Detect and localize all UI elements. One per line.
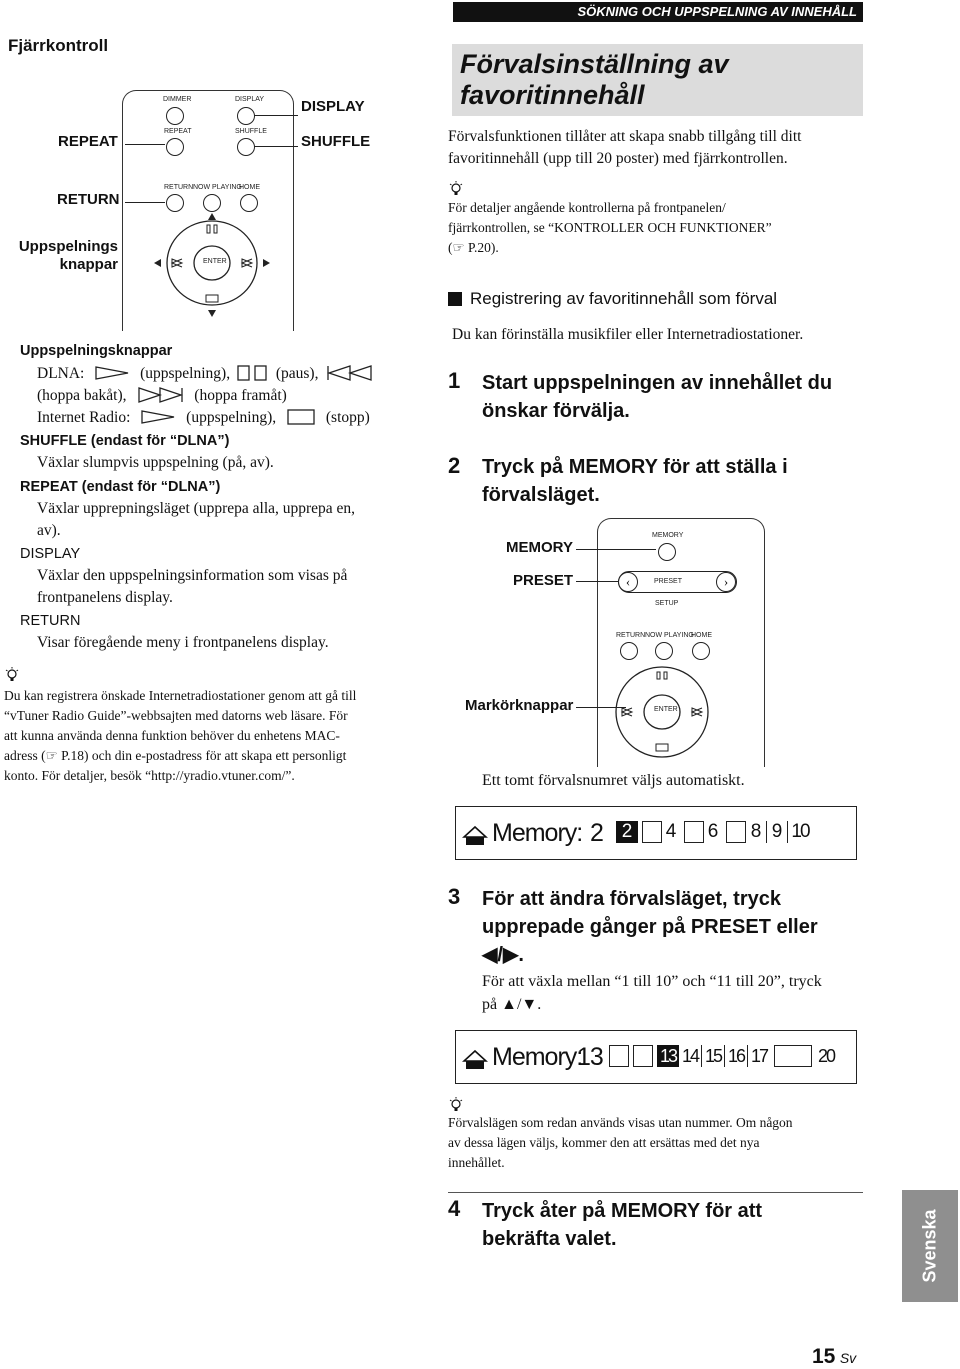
skip-line	[37, 385, 447, 407]
divider	[448, 1192, 863, 1193]
dimmer-label: DIMMER	[163, 96, 192, 103]
step3-desc-1: För att växla mellan “1 till 10” och “11 till 20”, tryck	[482, 973, 822, 990]
right-tip-2	[448, 1113, 793, 1173]
lcd-label: Memory:	[492, 819, 583, 847]
step3-desc-2: på ▲/▼.	[482, 996, 542, 1013]
home-icon	[462, 825, 488, 847]
repeat-heading: REPEAT (endast för “DLNA”)	[20, 479, 221, 495]
lcd-current: 2	[590, 819, 603, 847]
now-playing-button[interactable]	[655, 642, 673, 660]
callout-return: RETURN	[57, 191, 120, 208]
stop-icon	[286, 409, 316, 425]
step4-line1: Tryck åter på MEMORY för att	[482, 1200, 763, 1222]
play-icon	[94, 365, 130, 381]
step4-line2: bekräfta valet.	[482, 1228, 617, 1250]
dlna-pause-text: (paus),	[275, 365, 319, 382]
lcd-slot-active: 2	[616, 821, 638, 843]
right-tip	[448, 198, 772, 258]
section-intro: Du kan förinställa musikfiler eller Internetradiostationer.	[452, 326, 804, 343]
now-playing-label: NOW PLAYING	[193, 184, 242, 191]
display-heading: DISPLAY	[20, 546, 81, 562]
section-title	[452, 44, 863, 116]
radio-play-text: (uppspelning),	[186, 409, 277, 426]
preset-label: PRESET	[654, 578, 683, 585]
lcd-slot-active: 13	[657, 1045, 679, 1067]
lcd-label: Memory:	[492, 1043, 583, 1071]
section-bullet-icon	[448, 292, 462, 306]
step2-line1: Tryck på MEMORY för att ställa i	[482, 456, 788, 478]
return-button[interactable]	[620, 642, 638, 660]
dlna-prefix: DLNA:	[37, 365, 85, 382]
title-line-2: favoritinnehåll	[460, 80, 645, 110]
return-desc: Visar föregående meny i frontpanelens display.	[37, 634, 329, 651]
lcd-current: 13	[577, 1043, 603, 1071]
note-line: adress (☞ P.18) och din e-postadress för att skapa ett personligt	[4, 748, 347, 763]
lcd-slot: 10	[791, 821, 809, 842]
auto-text: Ett tomt förvalsnumret väljs automatiskt.	[482, 772, 745, 789]
return-label: RETURN	[616, 632, 646, 639]
callout-playback-1: Uppspelnings	[18, 238, 118, 255]
display-desc-1: Växlar den uppspelningsinformation som visas på	[37, 567, 348, 584]
lcd-slot: 4	[665, 821, 677, 842]
note-line: “vTuner Radio Guide”-webbsajten med datorns web läsare. För	[4, 708, 348, 723]
shuffle-label: SHUFFLE	[235, 128, 267, 135]
lcd-slot: 6	[707, 821, 719, 842]
callout-preset: PRESET	[513, 572, 574, 589]
playback-heading: Uppspelningsknappar	[20, 343, 173, 359]
skip-forward-icon	[136, 387, 184, 403]
section-heading: Registrering av favoritinnehåll som förval	[470, 289, 778, 308]
repeat-label: REPEAT	[164, 128, 192, 135]
lcd-slot: 14	[679, 1045, 702, 1067]
dpad-icon[interactable]	[150, 210, 275, 320]
step-number: 1	[448, 368, 461, 393]
home-button[interactable]	[692, 642, 710, 660]
lcd-slot	[642, 821, 662, 843]
remote-illustration	[0, 80, 450, 320]
tip-line: innehållet.	[448, 1155, 505, 1170]
memory-label: MEMORY	[652, 532, 684, 539]
intro-2: favoritinnehåll (upp till 20 poster) med fjärrkontrollen.	[448, 150, 788, 167]
note-line: konto. För detaljer, besök “http://yradio.vtuner.com/”.	[4, 768, 295, 783]
home-label: HOME	[691, 632, 712, 639]
callout-memory: MEMORY	[506, 539, 573, 556]
shuffle-button[interactable]	[237, 138, 255, 156]
tip-line: fjärrkontrollen, se “KONTROLLER OCH FUNKTIONER”	[448, 220, 772, 235]
enter-label: ENTER	[203, 258, 227, 265]
memory-button[interactable]	[658, 543, 676, 561]
lcd-slot	[726, 821, 746, 843]
step-number: 3	[448, 884, 461, 909]
tip-line: Förvalslägen som redan används visas utan nummer. Om någon	[448, 1115, 793, 1130]
display-button[interactable]	[237, 107, 255, 125]
tip-line: av dessa lägen väljs, kommer den att ersättas med det nya	[448, 1135, 760, 1150]
step1-line2: önskar förvälja.	[482, 400, 630, 422]
lcd-slot: 15	[702, 1045, 725, 1067]
front-panel-illustration	[440, 518, 860, 768]
tip-line: (☞ P.20).	[448, 240, 499, 255]
setup-label: SETUP	[655, 600, 679, 607]
play-icon	[140, 409, 176, 425]
left-note	[4, 686, 449, 786]
callout-shuffle: SHUFFLE	[301, 133, 371, 150]
intro-1: Förvalsfunktionen tillåter att skapa snabb tillgång till ditt	[448, 128, 802, 145]
lcd-display-1	[455, 806, 857, 860]
step2-line2: förvalsläget.	[482, 484, 600, 506]
lcd-slot: 8	[746, 821, 767, 843]
skip-back-icon	[326, 365, 374, 381]
return-label: RETURN	[164, 184, 194, 191]
lcd-display-2	[455, 1030, 857, 1084]
step-number: 2	[448, 453, 461, 478]
callout-display: DISPLAY	[301, 98, 365, 115]
callout-repeat: REPEAT	[58, 133, 118, 150]
step1-line1: Start uppspelningen av innehållet du	[482, 372, 833, 394]
callout-playback-2: knappar	[59, 256, 118, 273]
pause-icon	[236, 365, 270, 381]
dimmer-button[interactable]	[166, 107, 184, 125]
preset-prev-button[interactable]: ‹	[618, 572, 638, 592]
step3-line3: ◀/▶.	[482, 944, 524, 966]
radio-prefix: Internet Radio:	[37, 409, 131, 426]
return-heading: RETURN	[20, 613, 81, 629]
lcd-slot: 17	[750, 1046, 768, 1066]
callout-cursor: Markörknappar	[465, 697, 574, 714]
dlna-line	[37, 363, 447, 385]
home-label: HOME	[239, 184, 260, 191]
lcd-slot: 20	[817, 1046, 835, 1066]
step-number: 4	[448, 1196, 461, 1221]
note-line: Du kan registrera önskade Internetradiostationer genom att gå till	[4, 688, 357, 703]
repeat-desc-1: Växlar upprepningsläget (upprepa alla, upprepa en,	[37, 500, 356, 517]
tip-icon	[4, 666, 20, 684]
page-lang: Sv	[839, 1350, 857, 1366]
dlna-skipfwd-text: (hoppa framåt)	[194, 387, 287, 404]
section-header: SÖKNING OCH UPPSPELNING AV INNEHÅLL	[453, 2, 863, 22]
lcd-slot	[684, 821, 704, 843]
lcd-slots	[609, 1045, 838, 1067]
title-line-1: Förvalsinställning av	[460, 49, 729, 79]
page-num: 15	[812, 1345, 836, 1368]
radio-stop-text: (stopp)	[325, 409, 370, 426]
step3-line2: upprepade gånger på PRESET eller	[482, 916, 818, 938]
radio-line	[37, 407, 447, 429]
lcd-slot	[774, 1045, 812, 1067]
lcd-slots	[616, 821, 812, 843]
repeat-desc-2: av).	[37, 522, 61, 539]
language-tab-label: Svenska	[919, 1209, 940, 1283]
home-icon	[462, 1049, 488, 1071]
tip-line: För detaljer angående kontrollerna på frontpanelen/	[448, 200, 726, 215]
shuffle-desc: Växlar slumpvis uppspelning (på, av).	[37, 454, 274, 471]
preset-next-button[interactable]: ›	[716, 572, 736, 592]
lcd-slot	[609, 1045, 629, 1067]
now-playing-label: NOW PLAYING	[645, 632, 694, 639]
repeat-button[interactable]	[166, 138, 184, 156]
display-desc-2: frontpanelens display.	[37, 589, 173, 606]
dlna-skipback-text: (hoppa bakåt),	[37, 387, 127, 404]
tip-icon	[448, 180, 464, 198]
page-number	[812, 1345, 856, 1369]
display-label: DISPLAY	[235, 96, 265, 103]
tip-icon	[448, 1096, 464, 1114]
shuffle-heading: SHUFFLE (endast för “DLNA”)	[20, 433, 230, 449]
lcd-slot	[633, 1045, 653, 1067]
enter-label: ENTER	[654, 706, 678, 713]
lcd-slot: 16	[725, 1045, 748, 1067]
step3-line1: För att ändra förvalsläget, tryck	[482, 888, 781, 910]
lcd-slot: 9	[767, 821, 788, 843]
note-line: att kunna använda denna funktion behöver du enhetens MAC-	[4, 728, 340, 743]
page-heading: Fjärrkontroll	[8, 36, 109, 55]
dlna-play-text: (uppspelning),	[140, 365, 231, 382]
language-tab	[902, 1190, 958, 1302]
